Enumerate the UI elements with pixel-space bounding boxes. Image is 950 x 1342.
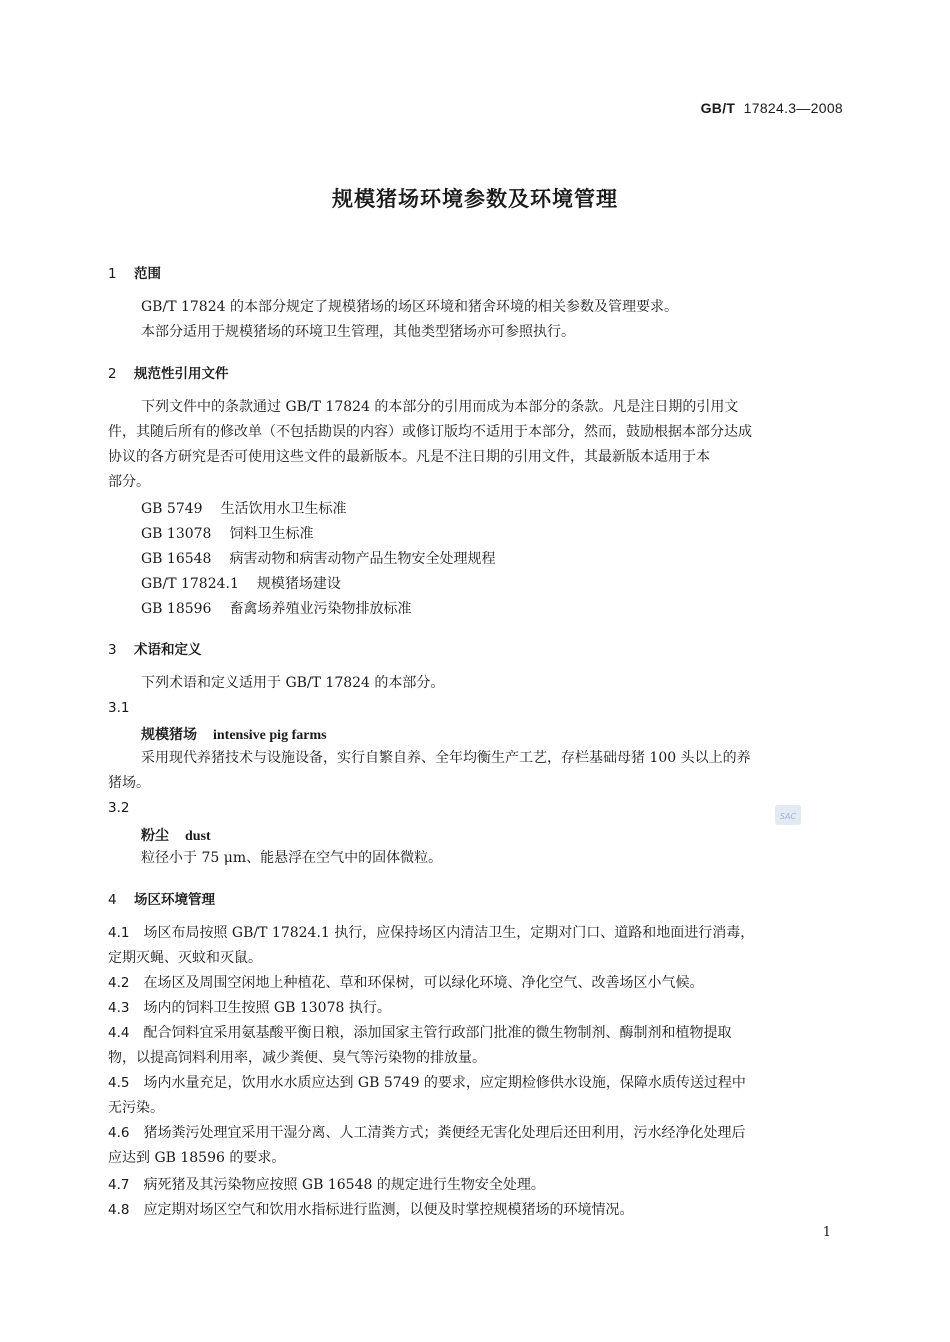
- clause-4-4: 4.4 配合饲料宜采用氨基酸平衡日粮，添加国家主管行政部门批准的微生物制剂、酶制剂和植物提取: [108, 1025, 732, 1041]
- clause-4-7: 4.7 病死猪及其污染物应按照 GB 16548 的规定进行生物安全处理。: [108, 1177, 545, 1193]
- term-number: 3.1: [108, 700, 130, 716]
- clause-continuation: 定期灭蝇、灭蚊和灭鼠。: [108, 950, 262, 966]
- section-heading-3: 3 术语和定义: [108, 642, 202, 658]
- clause-4-3: 4.3 场内的饲料卫生按照 GB 13078 执行。: [108, 1000, 391, 1016]
- paragraph: 本部分适用于规模猪场的环境卫生管理，其他类型猪场亦可参照执行。: [141, 324, 575, 340]
- term-heading: 粉尘 dust: [141, 828, 211, 844]
- paragraph-line: 件，其随后所有的修改单（不包括勘误的内容）或修订版均不适用于本部分，然而，鼓励根据本部分达成: [108, 424, 752, 440]
- svg-text:SAC: SAC: [779, 812, 797, 821]
- clause-continuation: 无污染。: [108, 1100, 164, 1116]
- clause-4-2: 4.2 在场区及周围空闲地上种植花、草和环保树，可以绿化环境、净化空气、改善场区小气候。: [108, 975, 704, 991]
- paragraph: 下列术语和定义适用于 GB/T 17824 的本部分。: [141, 675, 445, 691]
- term-number: 3.2: [108, 800, 130, 816]
- page-number: 1: [822, 1225, 831, 1240]
- section-heading-4: 4 场区环境管理: [108, 892, 215, 908]
- clause-continuation: 应达到 GB 18596 的要求。: [108, 1150, 286, 1166]
- term-definition-line: 采用现代养猪技术与设施设备，实行自繁自养、全年均衡生产工艺，存栏基础母猪 100 头以上的养: [141, 750, 751, 766]
- clause-4-8: 4.8 应定期对场区空气和饮用水指标进行监测，以便及时掌控规模猪场的环境情况。: [108, 1202, 634, 1218]
- paragraph: GB/T 17824 的本部分规定了规模猪场的场区环境和猪舍环境的相关参数及管理要求。: [141, 299, 678, 315]
- term-definition-line: 猪场。: [108, 775, 150, 791]
- section-heading-2: 2 规范性引用文件: [108, 366, 229, 382]
- clause-4-1: 4.1 场区布局按照 GB/T 17824.1 执行，应保持场区内清洁卫生，定期对门口、道路和地面进行消毒，: [108, 925, 755, 941]
- paragraph-line: 下列文件中的条款通过 GB/T 17824 的本部分的引用而成为本部分的条款。凡是注日期的引用文: [141, 399, 739, 415]
- document-title: 规模猪场环境参数及环境管理: [332, 187, 618, 211]
- paragraph-line: 部分。: [108, 474, 150, 490]
- clause-4-5: 4.5 场内水量充足，饮用水水质应达到 GB 5749 的要求，应定期检修供水设施，保障水质传送过程中: [108, 1075, 746, 1091]
- clause-continuation: 物，以提高饲料利用率，减少粪便、臭气等污染物的排放量。: [108, 1050, 486, 1066]
- reference-item: GB 13078 饲料卫生标准: [141, 526, 314, 542]
- reference-item: GB 16548 病害动物和病害动物产品生物安全处理规程: [141, 551, 496, 567]
- clause-4-6: 4.6 猪场粪污处理宜采用干湿分离、人工清粪方式；粪便经无害化处理后还田利用，污水经净化处理后: [108, 1125, 746, 1141]
- reference-item: GB 5749 生活饮用水卫生标准: [141, 501, 347, 517]
- section-heading-1: 1 范围: [108, 266, 161, 282]
- paragraph-line: 协议的各方研究是否可使用这些文件的最新版本。凡是不注日期的引用文件，其最新版本适用于本: [108, 449, 710, 465]
- reference-item: GB/T 17824.1 规模猪场建设: [141, 576, 341, 592]
- standard-code: GB/T 17824.3—2008: [700, 100, 843, 116]
- sac-watermark-icon: [775, 805, 801, 825]
- reference-item: GB 18596 畜禽场养殖业污染物排放标准: [141, 601, 412, 617]
- term-heading: 规模猪场 intensive pig farms: [141, 727, 327, 743]
- term-definition-line: 粒径小于 75 μm、能悬浮在空气中的固体微粒。: [141, 850, 443, 866]
